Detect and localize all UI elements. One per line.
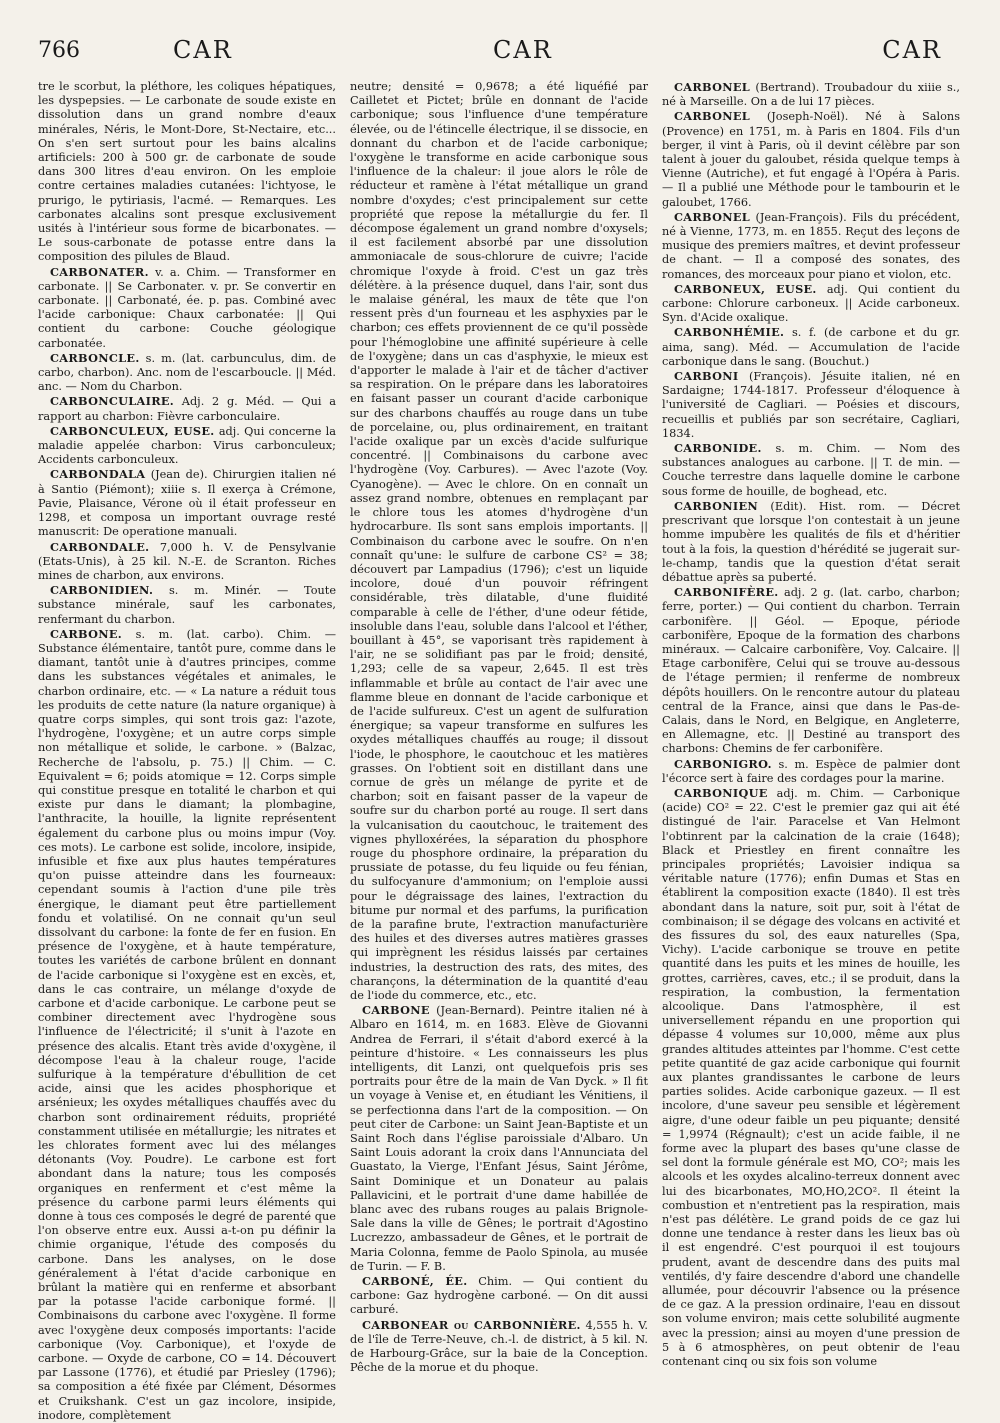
entry-text: s. m. Espèce de palmier dont l'écorce sert à faire des cordages pour la marine. xyxy=(662,757,960,785)
entry-headword: CARBONCLE. xyxy=(50,350,140,365)
entry-text: 4,555 h. V. de l'île de Terre-Neuve, ch.-l. de district, à 5 kil. N. de Harbourg-Grâce, sur la baie de la Conception. Pêche de la morue et du phoque. xyxy=(350,1318,648,1375)
dictionary-entry xyxy=(662,499,960,585)
entry-text: tre le scorbut, la pléthore, les coliques hépatiques, les dyspepsies. — Le carbonate de soude existe en dissolution dans un grand nombre d'eaux minérales, Néris, le Mont-Dore, St-Nectaire, etc... On s'en sert surtout pour les bains alcalins artificiels: 200 à 500 gr. de carbonate de soude dans 300 litres d'eau environ. On les emploie contre certaines maladies cutanées: l'ichtyose, le prurigo, le pytiriasis, l'acmé. — Remarques. Les carbonates alcalins sont presque exclusivement usités à l'intérieur sous forme de bicarbonates. — Le sous-carbonate de potasse entre dans la composition des pilules de Blaud. xyxy=(38,80,336,264)
dictionary-entry xyxy=(38,540,336,584)
entry-headword: CARBONEUX, EUSE. xyxy=(674,281,817,296)
column-left xyxy=(38,80,337,1422)
entry-text: adj. m. Chim. — Carbonique (acide) CO² = 22. C'est le premier gaz qui ait été distingué de l'air. Paracelse et Van Helmont l'obtinrent par la calcination de la craie (1648); Black et Priestley en firent connaître les principales propriétés; Lavoisier indiqua sa véritable nature (1776); enfin Dumas et Stas en établirent la composition exacte (1840). Il est très abondant dans la nature, soit pur, soit à l'état de combinaison; il se dégage des volcans en activité et des fissures du sol, des eaux naturelles (Spa, Vichy). L'acide carbonique se trouve en petite quantité dans les puits et les mines de houille, les grottes, carrières, caves, etc.; il se produit, dans la respiration, la combustion, la fermentation alcoolique. Dans l'atmosphère, il est universellement répandu en une proportion qui dépasse 4 volumes sur 10,000, même aux plus grandes altitudes atteintes par l'homme. C'est cette petite quantité de gaz acide carbonique qui fournit aux plantes grandissantes le carbone de leurs parties solides. Acide carbonique gazeux. — Il est incolore, d'une saveur peu sensible et légèrement aigre, d'une odeur faible un peu piquante; densité = 1,9974 (Régnault); c'est un acide faible, il ne forme avec la plupart des bases qu'une classe de sel dont la formule générale est MO, CO²; mais les alcools et les oxydes alcalino-terreux donnent avec lui des bicarbonates, MO,HO,2CO². Il éteint la combustion et n'entretient pas la respiration, mais n'est pas délétère. Le grand poids de ce gaz lui donne une tendance à rester dans les lieux bas où il est engendré. C'est pourquoi il est toujours prudent, avant de descendre dans des puits mal ventilés, d'y faire descendre d'abord une chandelle allumée, pour découvrir l'absence ou la présence de ce gaz. A la pression ordinaire, l'eau en dissout son volume environ; mais cette solubilité augmente avec la pression; ainsi au moyen d'une pression de 5 à 6 atmosphères, on peut obtenir de l'eau contenant cinq ou six fois son volume xyxy=(662,786,960,1369)
entry-headword: CARBONIDIEN. xyxy=(50,583,154,598)
dictionary-entry xyxy=(350,1274,648,1318)
entry-headword: CARBONIQUE xyxy=(674,785,768,800)
entry-headword: CARBONIFÈRE. xyxy=(674,585,779,600)
page-number: 766 xyxy=(38,38,80,63)
dictionary-entry xyxy=(38,351,336,395)
entry-headword: CARBONIGRO. xyxy=(674,756,772,771)
entry-headword: CARBONIDE. xyxy=(674,441,762,456)
entry-headword: CARBONI xyxy=(674,369,739,384)
entry-text: (Bertrand). Troubadour du xiiie s., né à Marseille. On a de lui 17 pièces. xyxy=(662,81,960,109)
dictionary-entry xyxy=(662,282,960,326)
entry-headword: CARBONDALE. xyxy=(50,539,150,554)
entry-text: Adj. 2 g. Méd. — Qui a rapport au charbon: Fièvre carbonculaire. xyxy=(38,395,337,423)
running-head-left: CAR xyxy=(173,36,233,64)
running-header xyxy=(38,36,962,76)
entry-text: v. a. Chim. — Transformer en carbonate. || Se Carbonater. v. pr. Se convertir en carbonate. || Carbonaté, ée. p. pas. Combiné avec l'acide carbonique: Chaux carbonatée: || Qui contient du carbone: Couche géologique carbonatée. xyxy=(38,265,337,350)
dictionary-entry xyxy=(662,109,960,209)
running-head-center: CAR xyxy=(493,36,553,64)
entry-text: (Jean-François). Fils du précédent, né à Vienne, 1773, m. en 1855. Reçut des leçons de musique des premiers maîtres, et devint professeur de chant. — Il a composé des sonates, des romances, des morceaux pour piano et violon, etc. xyxy=(662,210,961,281)
dictionary-entry xyxy=(350,1318,648,1376)
dictionary-entry xyxy=(662,80,960,109)
dictionary-entry xyxy=(350,80,648,1003)
entry-text: adj. 2 g. (lat. carbo, charbon; ferre, porter.) — Qui contient du charbon. Terrain carbonifère. || Géol. — Epoque, période carbonifère, Epoque de la formation des charbons minéraux. — Calcaire carbonifère, Voy. Calcaire. || Etage carbonifère, Celui qui se trouve au-dessous de l'étage permien; il renferme de nombreux dépôts houillers. On le rencontre autour du plateau central de la France, ainsi que dans le Pas-de-Calais, dans le Nord, en Belgique, en Angleterre, en Allemagne, etc. || Destiné au transport des charbons: Chemins de fer carbonifère. xyxy=(662,586,960,756)
dictionary-entry xyxy=(662,369,960,441)
dictionary-entry xyxy=(662,441,960,499)
entry-text: adj. Qui concerne la maladie appelée charbon: Virus carbonculeux; Accidents carbonculeux. xyxy=(38,424,337,467)
entry-headword: CARBONHÉMIE. xyxy=(674,325,785,340)
entry-headword: CARBONIEN xyxy=(674,498,758,513)
dictionary-entry xyxy=(38,394,336,423)
entry-headword: CARBONÉ, ÉE. xyxy=(362,1274,468,1289)
entry-headword: CARBONE. xyxy=(50,626,123,641)
dictionary-entry xyxy=(662,325,960,369)
entry-headword: CARBONCULAIRE. xyxy=(50,394,175,409)
entry-text: Chim. — Qui contient du carbone: Gaz hydrogène carboné. — On dit aussi carburé. xyxy=(350,1275,648,1317)
entry-text: adj. Qui contient du carbone: Chlorure carboneux. || Acide carboneux. Syn. d'Acide oxalique. xyxy=(662,282,960,325)
entry-headword: CARBONCULEUX, EUSE. xyxy=(50,423,215,438)
entry-text: s. m. (lat. carbo). Chim. — Substance élémentaire, tantôt pure, comme dans le diamant, tantôt unie à d'autres principes, comme dans les substances végétales et animales, le charbon ordinaire, etc. — « La nature a réduit tous les produits de cette nature (la nature organique) à quatre corps simples, qui sont trois gaz: l'azote, l'hydrogène, l'oxygène; et un autre corps simple non métallique et solide, le carbone. » (Balzac, Recherche de l'absolu, p. 75.) || Chim. — C. Equivalent = 6; poids atomique = 12. Corps simple qui constitue presque en totalité le charbon et qui existe pur dans le diamant; la plombagine, l'anthracite, la houille, la lignite représentent également du carbone plus ou moins impur (Voy. ces mots). Le carbone est solide, incolore, insipide, infusible et fixe aux plus hautes températures qu'on puisse atteindre dans les fourneaux: cependant soumis à l'action d'une pile très énergique, le diamant peut être partiellement fondu et volatilisé. On ne connait qu'un seul dissolvant du carbone: la fonte de fer en fusion. En présence de l'oxygène, et à haute température, toutes les variétés de carbone brûlent en donnant de l'acide carbonique si l'oxygène est en excès, et, dans le cas contraire, un mélange d'oxyde de carbone et d'acide carbonique. Le carbone peut se combiner directement avec l'hydrogène sous l'influence de l'électricité; il s'unit à l'azote en présence des alcalis. Etant très avide d'oxygène, il décompose l'eau à la chaleur rouge, l'acide sulfurique à la température d'ébullition de cet acide, ainsi que les acides phosphorique et arsénieux; les oxydes métalliques chauffés avec du charbon sont ordinairement réduits, propriété constamment utilisée en métallurgie; les nitrates et les chlorates forment avec lui des mélanges détonants (Voy. Poudre). Le carbone est fort abondant dans la nature; tous les composés organiques en renferment et c'est même la présence du carbone parmi leurs éléments qui donne à tous ces composés le degré de parenté que l'on observe entre eux. Aussi a-t-on pu définir la chimie organique, l'étude des composés du carbone. Dans les analyses, on le dose généralement à l'état d'acide carbonique en brûlant la matière qui en renferme et absorbant par la potasse l'acide carbonique formé. || Combinaisons du carbone avec l'oxygène. Il forme avec l'oxygène deux composés importants: l'acide carbonique (Voy. Carbonique), et l'oxyde de carbone. — Oxyde de carbone, CO = 14. Découvert par Lassone (1776), et étudié par Priesley (1796); sa composition a été fixée par Clément, Désormes et Cruikshank. C'est un gaz incolore, insipide, inodore, complètement xyxy=(38,627,336,1422)
dictionary-entry xyxy=(38,80,336,265)
entry-text: s. m. Chim. — Nom des substances analogues au carbone. || T. de min. — Couche terrestre dans laquelle domine le carbone sous forme de houille, de boghead, etc. xyxy=(662,442,960,498)
dictionary-entry xyxy=(350,1003,648,1274)
entry-headword: CARBONDALA xyxy=(50,467,146,482)
entry-text: (Edit). Hist. rom. — Décret prescrivant que lorsque l'on contestait à un jeune homme impubère les qualités de fils et d'héritier tout à la fois, la question d'hérédité se jugerait sur-le-champ, tandis que la question d'état serait débattue après sa puberté. xyxy=(662,499,960,584)
entry-text: 7,000 h. V. de Pensylvanie (Etats-Unis), à 25 kil. N.-E. de Scranton. Riches mines de charbon, aux environs. xyxy=(38,540,336,582)
entry-headword: CARBONEL xyxy=(674,209,751,224)
entry-text: (Jean-Bernard). Peintre italien né à Albaro en 1614, m. en 1683. Elève de Giovanni Andrea de Ferrari, il s'était d'abord exercé à la peinture d'histoire. « Les connaisseurs les plus intelligents, dit Lanzi, ont quelquefois pris ses portraits pour être de la main de Van Dyck. » Il fit un voyage à Venise et, en étudiant les Vénitiens, il se perfectionna dans l'art de la composition. — On peut citer de Carbone: un Saint Jean-Baptiste et un Saint Roch dans l'église paroissiale d'Albaro. Un Saint Louis adorant la croix dans l'Annunciata del Guastato, la Vierge, l'Enfant Jésus, Saint Jérôme, Saint Dominique et un Donateur au palais Pallavicini, et le portrait d'une dame habillée de blanc avec des rubans rouges au palais Brignole-Sale dans la ville de Gênes; le portrait d'Agostino Lucrezzo, ambassadeur de Gênes, et le portrait de Maria Colonna, femme de Paolo Spinola, au musée de Turin. — F. B. xyxy=(350,1004,649,1273)
entry-headword: CARBONE xyxy=(362,1003,430,1018)
dictionary-entry xyxy=(38,467,336,539)
dictionary-entry xyxy=(662,210,960,282)
entry-text: neutre; densité = 0,9678; a été liquéfié par Cailletet et Pictet; brûle en donnant de l'acide carbonique; sous l'influence d'une température élevée, ou de l'étincelle électrique, il se dissocie, en donnant du charbon et de l'acide carbonique; l'oxygène le transforme en acide carbonique sous l'influence de la chaleur: il joue alors le rôle de réducteur et ramène à l'état métallique un grand nombre d'oxydes; c'est principalement sur cette propriété que repose la métallurgie du fer. Il décompose également un grand nombre d'oxysels; il est facilement absorbé par une dissolution ammoniacale de sous-chlorure de cuivre; l'acide chromique l'oxyde à froid. C'est un gaz très délétère. à la présence duquel, dans l'air, sont dus le malaise général, les maux de tête que l'on ressent près d'un fourneau et les asphyxies par le charbon; ces effets proviennent de ce qu'il possède pour l'hémoglobine une affinité supérieure à celle de l'oxygène; dans un cas d'asphyxie, le mieux est d'apporter le malade à l'air et de tâcher d'activer sa respiration. On le prépare dans les laboratoires en faisant passer un courant d'acide carbonique sur des charbons chauffés au rouge dans un tube de porcelaine, ou, plus ordinairement, en traitant l'acide oxalique par un excès d'acide sulfurique concentré. || Combinaisons du carbone avec l'hydrogène (Voy. Carbures). — Avec l'azote (Voy. Cyanogène). — Avec le chlore. On en connaît un assez grand nombre, obtenues en remplaçant par le chlore tous les atomes d'hydrogène d'un hydrocarbure. Ils sont sans emplois importants. || Combinaison du carbone avec le soufre. On n'en connaît qu'une: le sulfure de carbone CS² = 38; découvert par Lampadius (1796); c'est un liquide incolore, doué d'un pouvoir réfringent considérable, très dilatable, d'une fluidité comparable à celle de l'éther, d'une odeur fétide, insoluble dans l'eau, soluble dans l'alcool et l'éther, bouillant à 45°, se vaporisant très rapidement à l'air, ne se solidifiant pas par le froid; densité, 1,293; celle de sa vapeur, 2,645. Il est très inflammable et brûle au contact de l'air avec une flamme bleue en donnant de l'acide carbonique et de l'acide sulfureux. C'est un agent de sulfuration énergique; sa vapeur transforme en sulfures les oxydes métalliques chauffés au rouge; il dissout l'iode, le phosphore, le caoutchouc et les matières grasses. On l'obtient soit en distillant dans une cornue de grès un mélange de pyrite et de charbon; soit en faisant passer de la vapeur de soufre sur du charbon porté au rouge. Il sert dans la vulcanisation du caoutchouc, le traitement des vignes phylloxérées, la séparation du phosphore rouge du phosphore ordinaire, la préparation du prussiate de potasse, du feu liquide ou feu fénian, du sulfocyanure d'ammonium; on l'emploie aussi pour le dégraissage des laines, l'extraction du bitume pur normal et des parfums, la purification de la parafine brute, l'extraction manufacturière des huiles et des diverses autres matières grasses qui imprègnent les résidus laissés par certaines industries, la destruction des rats, des mites, des charançons, la détermination de la quantité d'eau de l'iode du commerce, etc., etc. xyxy=(350,80,648,1002)
dictionary-entry xyxy=(38,627,336,1423)
dictionary-entry xyxy=(38,424,336,468)
entry-text: s. m. (lat. carbunculus, dim. de carbo, charbon). Anc. nom de l'escarboucle. || Méd. anc. — Nom du Charbon. xyxy=(38,351,336,394)
entry-headword: CARBONATER. xyxy=(50,264,149,279)
dictionary-entry xyxy=(662,786,960,1369)
entry-text: (François). Jésuite italien, né en Sardaigne; 1744-1817. Professeur d'éloquence à l'université de Cagliari. — Poésies et discours, recueillis et publiés par son secrétaire, Cagliari, 1834. xyxy=(662,370,960,440)
entry-text: s. f. (de carbone et du gr. aima, sang). Méd. — Accumulation de l'acide carbonique dans le sang. (Bouchut.) xyxy=(662,326,960,368)
entry-text: (Joseph-Noël). Né à Salons (Provence) en 1751, m. à Paris en 1804. Fils d'un berger, il vint à Paris, où il devint célèbre par son talent à jouer du galoubet, résida quelque temps à Vienne (Autriche), et fut engagé à l'Opéra à Paris. — Il a publié une Méthode pour le tambourin et le galoubet, 1766. xyxy=(662,110,960,209)
entry-headword: CARBONEL xyxy=(674,80,751,94)
dictionary-entry xyxy=(662,585,960,756)
column-middle xyxy=(350,80,649,1375)
entry-headword: CARBONEL xyxy=(674,109,751,124)
entry-text: (Jean de). Chirurgien italien né à Santio (Piémont); xiiie s. Il exerça à Crémone, Pavie, Plaisance, Vérone où il était professeur en 1298, et composa un important ouvrage resté manuscrit: De operatione manuali. xyxy=(38,468,336,539)
dictionary-entry xyxy=(662,757,960,786)
entry-headword: CARBONEAR ou CARBONNIÈRE. xyxy=(362,1317,581,1332)
dictionary-entry xyxy=(38,583,336,627)
dictionary-entry xyxy=(38,265,336,351)
column-right xyxy=(662,80,961,1369)
text-columns xyxy=(38,80,961,1422)
entry-text: s. m. Minér. — Toute substance minérale, sauf les carbonates, renfermant du charbon. xyxy=(38,584,336,626)
running-head-right: CAR xyxy=(882,36,942,64)
